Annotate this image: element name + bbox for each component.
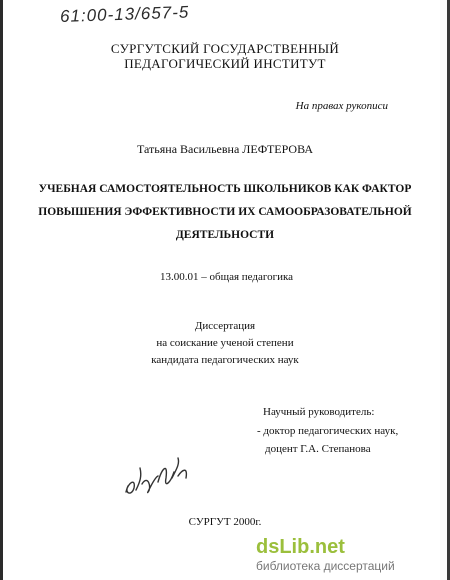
watermark-subtitle: библиотека диссертаций: [256, 559, 395, 573]
institution-line-2: ПЕДАГОГИЧЕСКИЙ ИНСТИТУТ: [124, 56, 326, 71]
author-name: Татьяна Васильевна ЛЕФТЕРОВА: [136, 142, 314, 156]
dissertation-line-3: кандидата педагогических наук: [151, 354, 299, 366]
watermark-logo: dsLib.net: [256, 536, 345, 558]
title-line-3: ДЕЯТЕЛЬНОСТИ: [175, 229, 275, 241]
specialty-code: 13.00.01 – общая педагогика: [160, 271, 294, 283]
rights-note: На правах рукописи: [295, 100, 388, 112]
supervisor-label: Научный руководитель:: [263, 406, 375, 418]
dissertation-line-2: на соискание ученой степени: [156, 337, 294, 349]
title-line-2: ПОВЫШЕНИЯ ЭФФЕКТИВНОСТИ ИХ САМООБРАЗОВАТЕЛЬНОЙ: [38, 206, 412, 218]
archive-stamp: 61:00-13/657-5: [59, 2, 190, 27]
supervisor-name: доцент Г.А. Степанова: [265, 443, 371, 455]
supervisor-degree: - доктор педагогических наук,: [257, 425, 399, 437]
institution-line-1: СУРГУТСКИЙ ГОСУДАРСТВЕННЫЙ: [110, 41, 340, 56]
scan-edge-left: [0, 0, 3, 580]
city-year: СУРГУТ 2000г.: [188, 516, 262, 528]
handwritten-signature: [118, 448, 198, 504]
title-line-1: УЧЕБНАЯ САМОСТОЯТЕЛЬНОСТЬ ШКОЛЬНИКОВ КАК ФАКТОР: [38, 183, 412, 195]
dissertation-line-1: Диссертация: [194, 320, 256, 332]
watermark: [250, 532, 440, 576]
